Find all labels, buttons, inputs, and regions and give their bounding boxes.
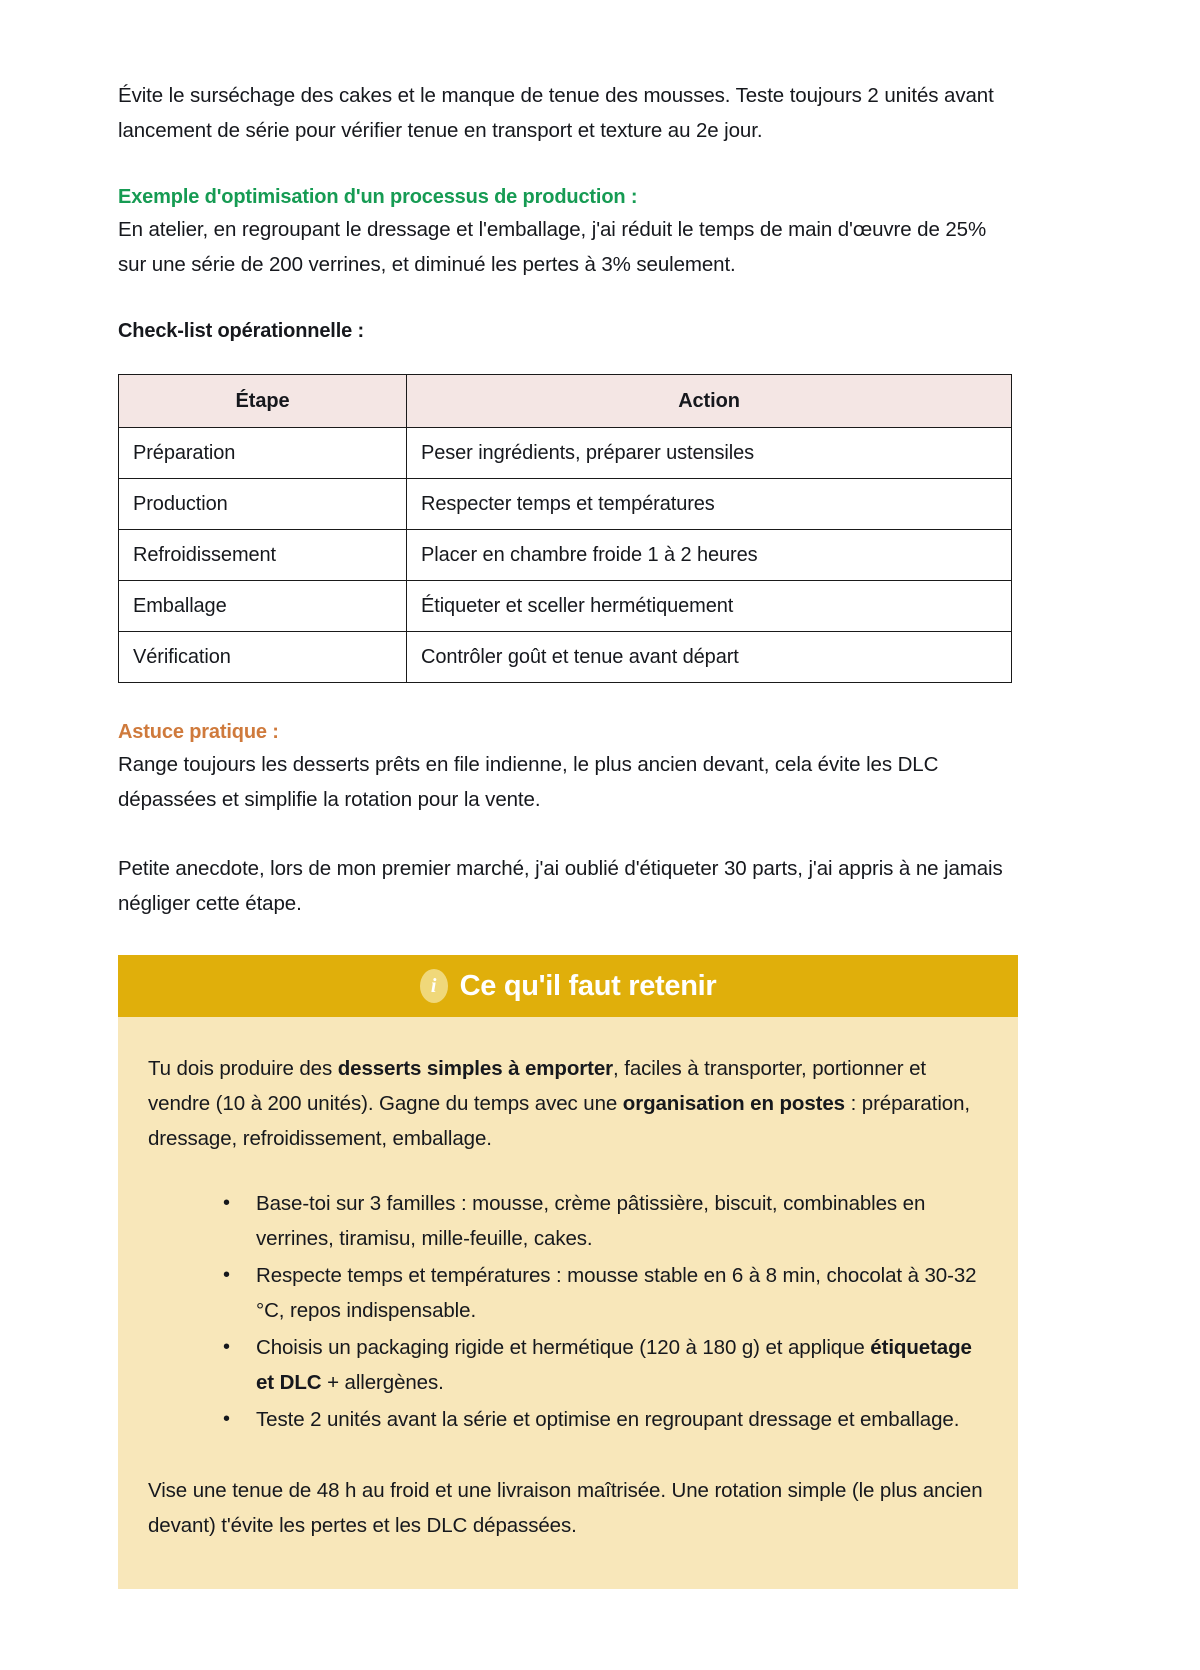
table-row (119, 632, 1012, 683)
table-header-etape: Étape (119, 375, 407, 428)
table-cell-etape: Emballage (119, 581, 407, 632)
callout-intro-part1: Tu dois produire des (148, 1057, 338, 1080)
callout-intro-paragraph (148, 1051, 988, 1156)
list-item (256, 1258, 988, 1328)
table-cell-action: Peser ingrédients, préparer ustensiles (407, 428, 1012, 479)
example-paragraph: En atelier, en regroupant le dressage et l'emballage, j'ai réduit le temps de main d'œuvre de 25% sur une série de 200 verrines, et diminué les pertes à 3% seulement. (118, 218, 987, 276)
tip-paragraph: Range toujours les desserts prêts en file indienne, le plus ancien devant, cela évite les DLC dépassées et simplifie la rotation pour la vente. (118, 753, 939, 811)
table-cell-etape: Préparation (119, 428, 407, 479)
table-cell-etape: Refroidissement (119, 530, 407, 581)
table-cell-action: Contrôler goût et tenue avant départ (407, 632, 1012, 683)
checklist-table (118, 374, 1012, 683)
callout-intro-bold1: desserts simples à emporter (337, 1057, 614, 1080)
anecdote-paragraph: Petite anecdote, lors de mon premier marché, j'ai oublié d'étiqueter 30 parts, j'ai appris à ne jamais négliger cette étape. (118, 857, 1003, 915)
list-item-text: Respecte temps et températures : mousse stable en 6 à 8 min, chocolat à 30-32 °C, repos indispensable. (256, 1264, 977, 1322)
table-row (119, 530, 1012, 581)
example-heading: Exemple d'optimisation d'un processus de production : (118, 186, 638, 208)
info-icon: i (420, 969, 448, 1003)
table-row (119, 428, 1012, 479)
list-item-prefix: Choisis un packaging rigide et hermétique (120 à 180 g) et applique (256, 1336, 871, 1359)
list-item-bold: étiquetage et DLC (256, 1336, 972, 1394)
table-row (119, 581, 1012, 632)
table-header-action: Action (407, 375, 1012, 428)
spacer (118, 817, 1082, 851)
spacer (118, 921, 1082, 955)
list-item-text: Teste 2 unités avant la série et optimise en regroupant dressage et emballage. (256, 1408, 960, 1431)
list-item (256, 1186, 988, 1256)
list-item (256, 1330, 988, 1400)
list-item-text: Base-toi sur 3 familles : mousse, crème pâtissière, biscuit, combinables en verrines, tiramisu, mille-feuille, cakes. (256, 1192, 926, 1250)
checklist-heading: Check-list opérationnelle : (118, 320, 364, 342)
list-item (256, 1402, 988, 1437)
callout-bullet-list (148, 1186, 988, 1437)
tip-heading: Astuce pratique : (118, 721, 279, 743)
table-cell-etape: Vérification (119, 632, 407, 683)
table-cell-action: Étiqueter et sceller hermétiquement (407, 581, 1012, 632)
list-item-suffix: + allergènes. (321, 1371, 444, 1394)
callout-body (118, 1017, 1018, 1589)
table-cell-etape: Production (119, 479, 407, 530)
spacer (118, 683, 1082, 717)
callout-closing-paragraph: Vise une tenue de 48 h au froid et une livraison maîtrisée. Une rotation simple (le plus ancien devant) t'évite les pertes et les DLC dépassées. (148, 1479, 983, 1537)
table-cell-action: Placer en chambre froide 1 à 2 heures (407, 530, 1012, 581)
key-takeaway-callout (118, 955, 1018, 1589)
intro-paragraph: Évite le surséchage des cakes et le manque de tenue des mousses. Teste toujours 2 unités avant lancement de série pour vérifier tenue en transport et texture au 2e jour. (118, 84, 994, 142)
spacer (118, 346, 1082, 374)
callout-header (118, 955, 1018, 1017)
callout-intro-part2: , faciles à transporter, portionner et vendre (10 à 200 unités). Gagne du temps avec une (148, 1057, 927, 1115)
callout-title: Ce qu'il faut retenir (459, 969, 717, 1002)
spacer (118, 148, 1082, 182)
spacer (118, 282, 1082, 316)
callout-intro-part3: : préparation, dressage, refroidissement, emballage. (148, 1092, 970, 1150)
callout-intro-bold2: organisation en postes (622, 1092, 845, 1115)
table-header-row (119, 375, 1012, 428)
table-cell-action: Respecter temps et températures (407, 479, 1012, 530)
table-row (119, 479, 1012, 530)
